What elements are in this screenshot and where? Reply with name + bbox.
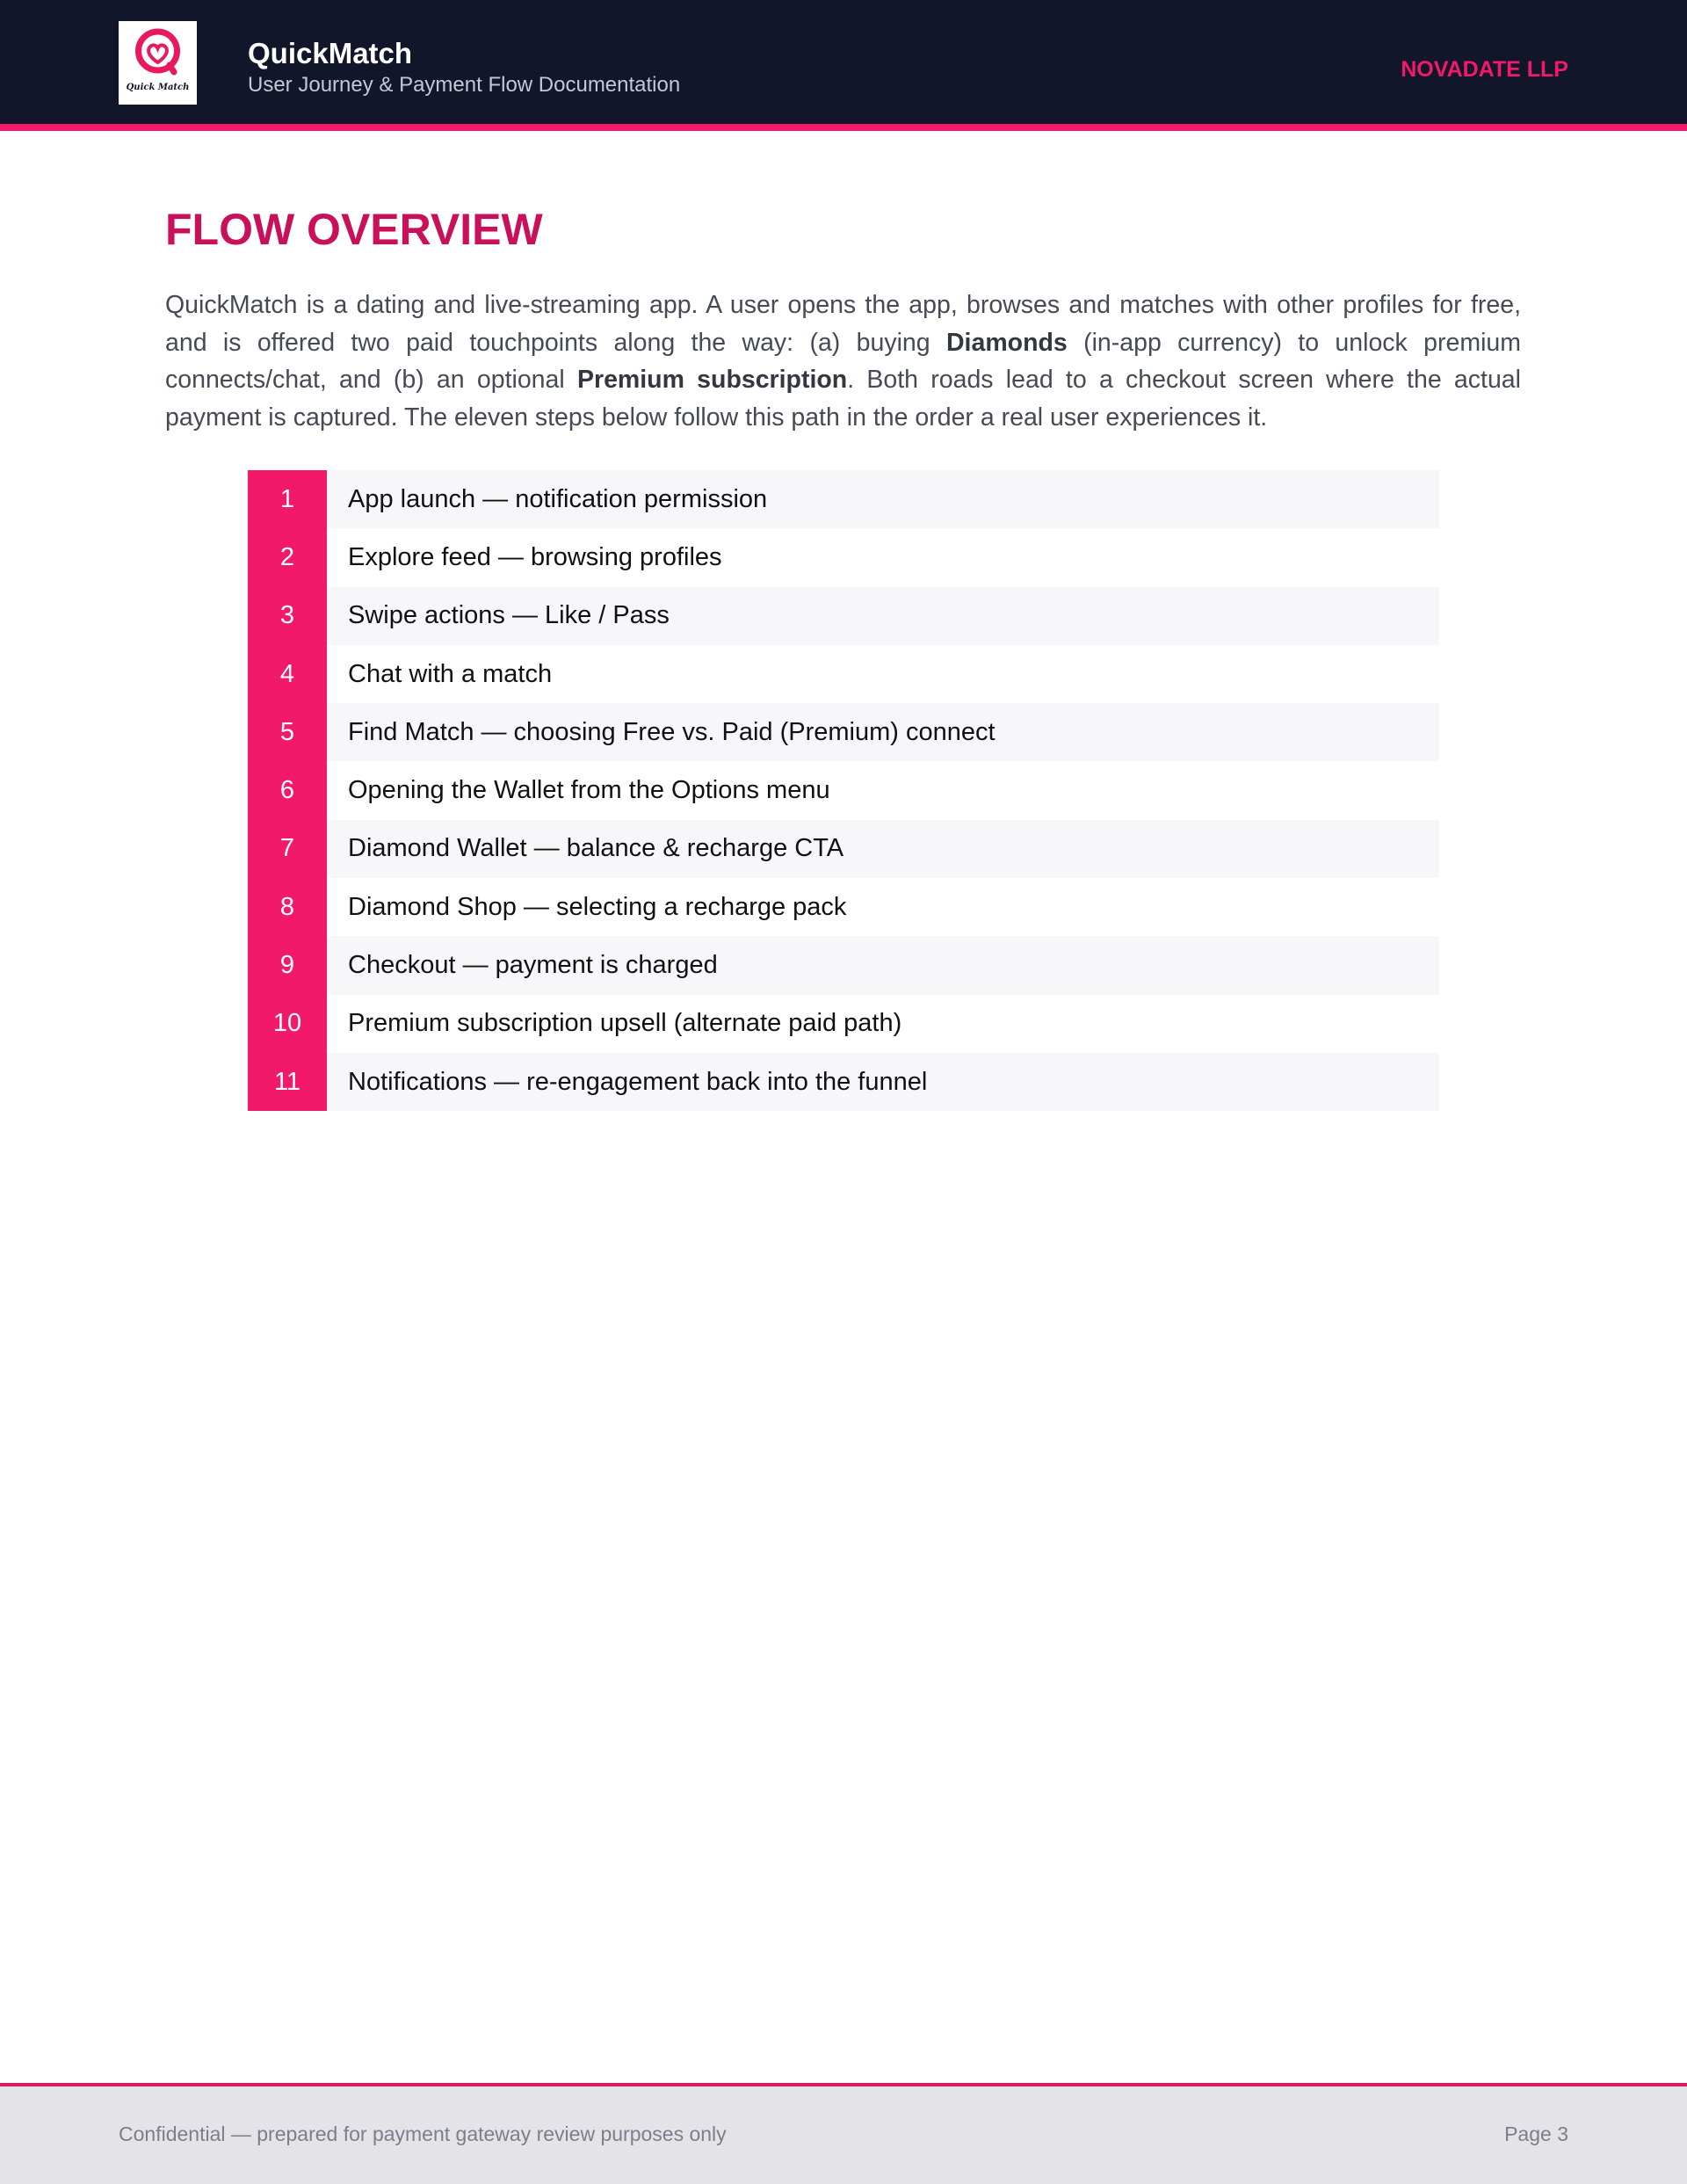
step-label: Explore feed — browsing profiles [348, 542, 722, 571]
intro-paragraph [165, 287, 1521, 436]
step-number: 1 [248, 470, 327, 528]
step-number: 5 [248, 703, 327, 761]
step-number: 7 [248, 820, 327, 878]
step-number: 6 [248, 761, 327, 819]
intro-text-part3: . Both roads lead to a checkout screen where the actual payment is captured. The eleven steps below follow this path in the order a real user experiences it. [165, 366, 1521, 432]
company-name: NOVADATE LLP [1401, 57, 1568, 82]
step-label: Checkout — payment is charged [348, 951, 718, 980]
step-row [248, 936, 1439, 994]
step-number: 2 [248, 528, 327, 586]
logo-text: Quick Match [126, 83, 190, 92]
step-row [248, 761, 1439, 819]
step-number: 4 [248, 645, 327, 703]
intro-bold-premium: Premium subscription [576, 366, 848, 394]
document-footer [0, 2086, 1687, 2184]
confidential-notice: Confidential — prepared for payment gateway review purposes only [119, 2122, 727, 2145]
step-label: Opening the Wallet from the Options menu [348, 776, 830, 805]
step-label: Notifications — re-engagement back into the funnel [348, 1067, 928, 1096]
step-number: 9 [248, 936, 327, 994]
step-row [248, 820, 1439, 878]
steps-list [248, 470, 1439, 1111]
step-row [248, 1053, 1439, 1111]
section-title: FLOW OVERVIEW [165, 205, 543, 254]
step-number: 8 [248, 878, 327, 936]
intro-text-part1: QuickMatch is a dating and live-streaming app. A user opens the app, browses and matches with other profiles for free, and is offered two paid touchpoints along the way: (a) buying [165, 291, 1521, 357]
step-label: Diamond Shop — selecting a recharge pack [348, 892, 847, 921]
step-row [248, 587, 1439, 645]
document-header [0, 0, 1687, 124]
step-label: Diamond Wallet — balance & recharge CTA [348, 834, 844, 863]
step-label: Premium subscription upsell (alternate paid path) [348, 1009, 902, 1038]
step-row [248, 470, 1439, 528]
page-number: Page 3 [1504, 2122, 1568, 2145]
step-row [248, 528, 1439, 586]
document-subtitle: User Journey & Payment Flow Documentation [248, 73, 681, 97]
step-row [248, 995, 1439, 1053]
step-number: 10 [248, 995, 327, 1053]
intro-text-part2: (in-app currency) to unlock premium connects/chat, and (b) an optional [165, 328, 1521, 394]
step-number: 11 [248, 1053, 327, 1111]
step-number: 3 [248, 587, 327, 645]
step-label: App launch — notification permission [348, 484, 768, 513]
step-label: Swipe actions — Like / Pass [348, 601, 670, 630]
header-accent-bar [0, 124, 1687, 131]
step-row [248, 645, 1439, 703]
step-label: Chat with a match [348, 659, 553, 688]
step-row [248, 878, 1439, 936]
app-logo [119, 21, 197, 105]
intro-bold-diamonds: Diamonds [945, 328, 1068, 357]
app-name: QuickMatch [248, 37, 413, 69]
step-row [248, 703, 1439, 761]
heart-q-logo-icon [119, 21, 197, 84]
step-label: Find Match — choosing Free vs. Paid (Premium) connect [348, 717, 996, 746]
